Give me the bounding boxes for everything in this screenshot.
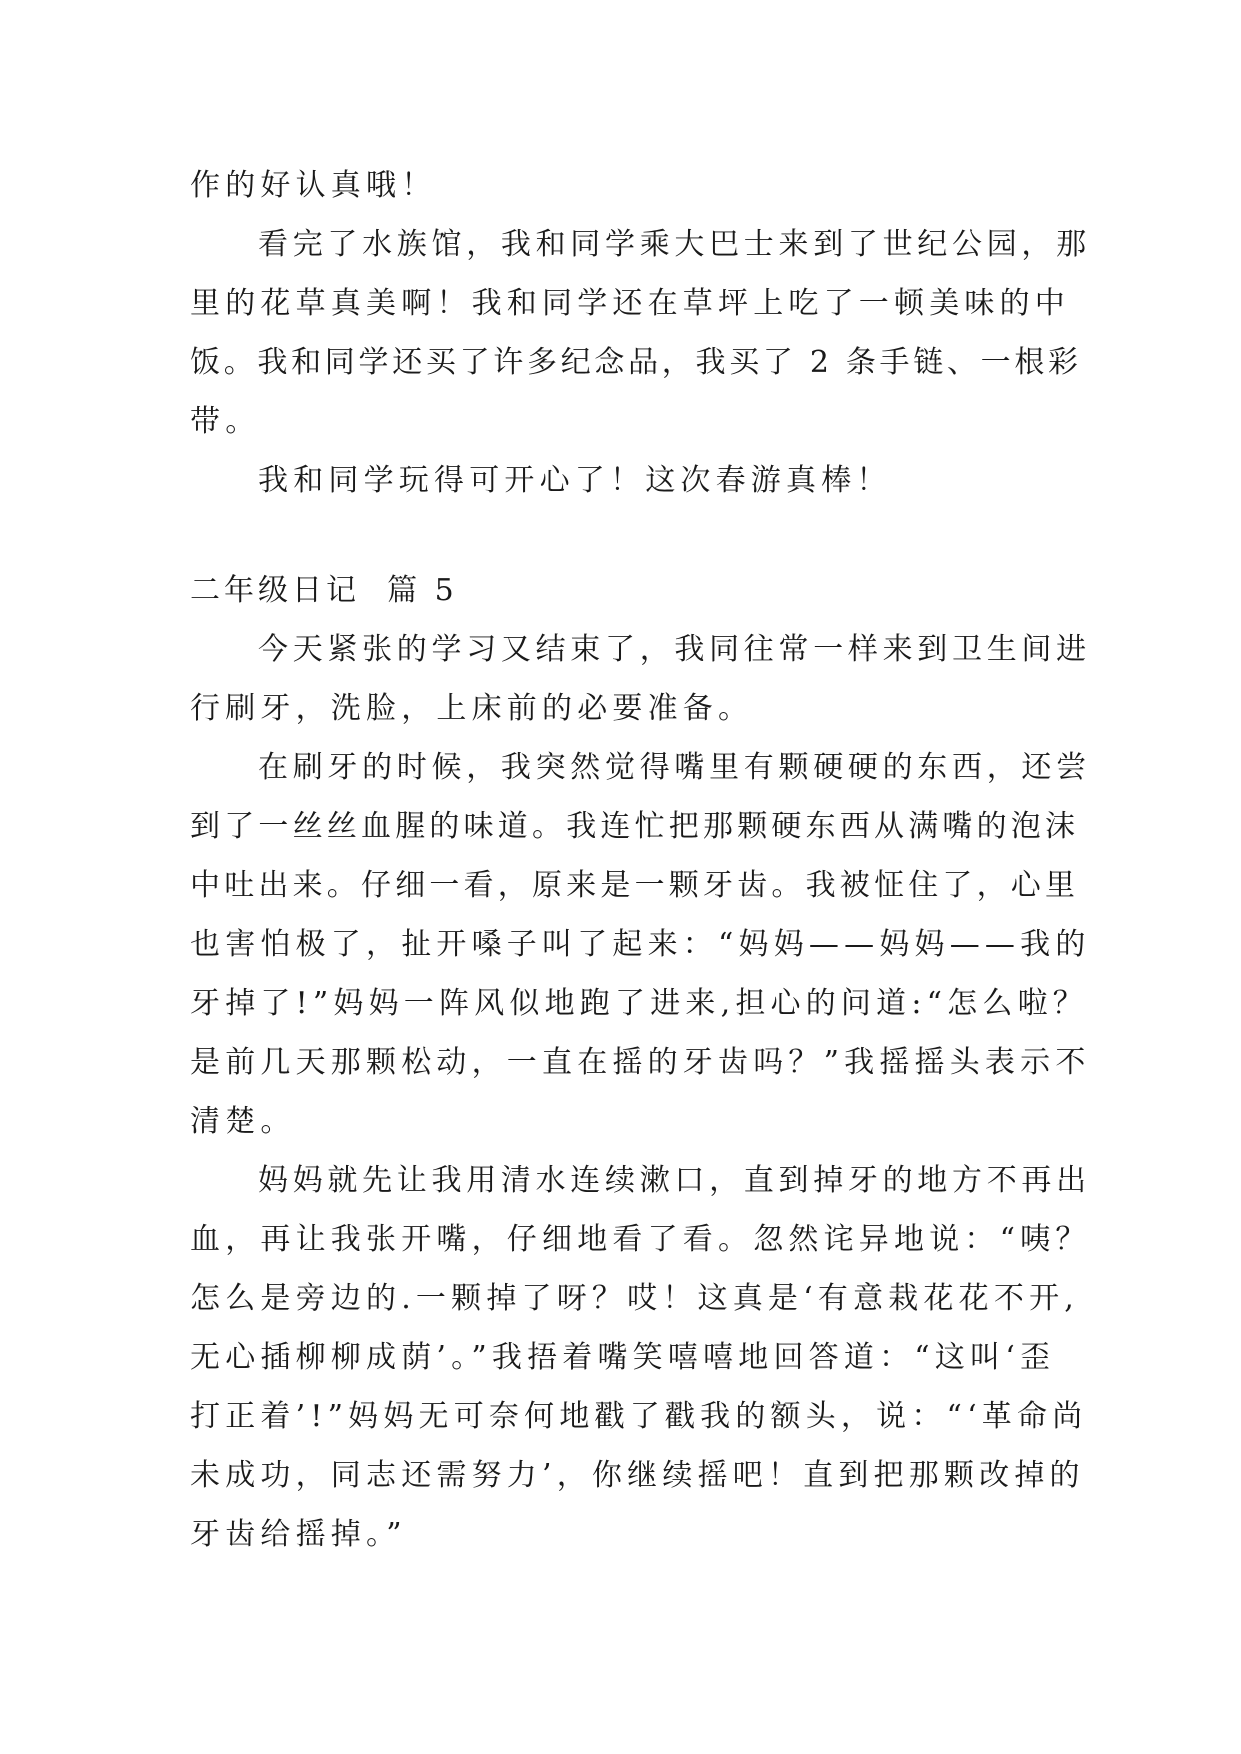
text-line: 作的好认真哦！ <box>190 168 437 203</box>
text-line: 未成功，同志还需努力’，你继续摇吧！直到把那颗改掉的 <box>190 1458 1085 1493</box>
paragraph-start: 我和同学玩得可开心了！这次春游真棒！ <box>258 463 892 498</box>
paragraph-start: 在刷牙的时候，我突然觉得嘴里有颗硬硬的东西，还尝 <box>258 750 1091 785</box>
text-line: 也害怕极了，扯开嗓子叫了起来：“妈妈——妈妈——我的 <box>190 927 1091 962</box>
section-heading: 二年级日记 篇 5 <box>190 573 458 608</box>
text-line: 饭。我和同学还买了许多纪念品，我买了 2 条手链、一根彩 <box>190 345 1082 380</box>
paragraph-start: 妈妈就先让我用清水连续漱口，直到掉牙的地方不再出 <box>258 1163 1091 1198</box>
text-line: 中吐出来。仔细一看，原来是一颗牙齿。我被怔住了，心里 <box>190 868 1080 903</box>
text-line: 牙掉了!”妈妈一阵风似地跑了进来,担心的问道:“怎么啦？ <box>190 986 1088 1021</box>
text-line: 里的花草真美啊！我和同学还在草坪上吃了一顿美味的中 <box>190 286 1070 321</box>
paragraph-start: 看完了水族馆，我和同学乘大巴士来到了世纪公园，那 <box>258 227 1091 262</box>
text-line: 无心插柳柳成荫’。”我捂着嘴笑嘻嘻地回答道：“这叫‘歪 <box>190 1340 1056 1375</box>
text-line: 打正着’!”妈妈无可奈何地戳了戳我的额头，说：“‘革命尚 <box>190 1399 1088 1434</box>
text-line: 带。 <box>190 404 261 439</box>
text-line: 清楚。 <box>190 1104 296 1139</box>
text-line: 怎么是旁边的.一颗掉了呀？哎！这真是‘有意栽花花不开, <box>190 1281 1080 1316</box>
text-line: 血，再让我张开嘴，仔细地看了看。忽然诧异地说：“咦？ <box>190 1222 1091 1257</box>
paragraph-start: 今天紧张的学习又结束了，我同往常一样来到卫生间进 <box>258 632 1091 667</box>
text-line: 牙齿给摇掉。” <box>190 1517 407 1552</box>
text-line: 到了一丝丝血腥的味道。我连忙把那颗硬东西从满嘴的泡沫 <box>190 809 1080 844</box>
text-line: 是前几天那颗松动，一直在摇的牙齿吗？”我摇摇头表示不 <box>190 1045 1091 1080</box>
text-line: 行刷牙，洗脸，上床前的必要准备。 <box>190 691 754 726</box>
